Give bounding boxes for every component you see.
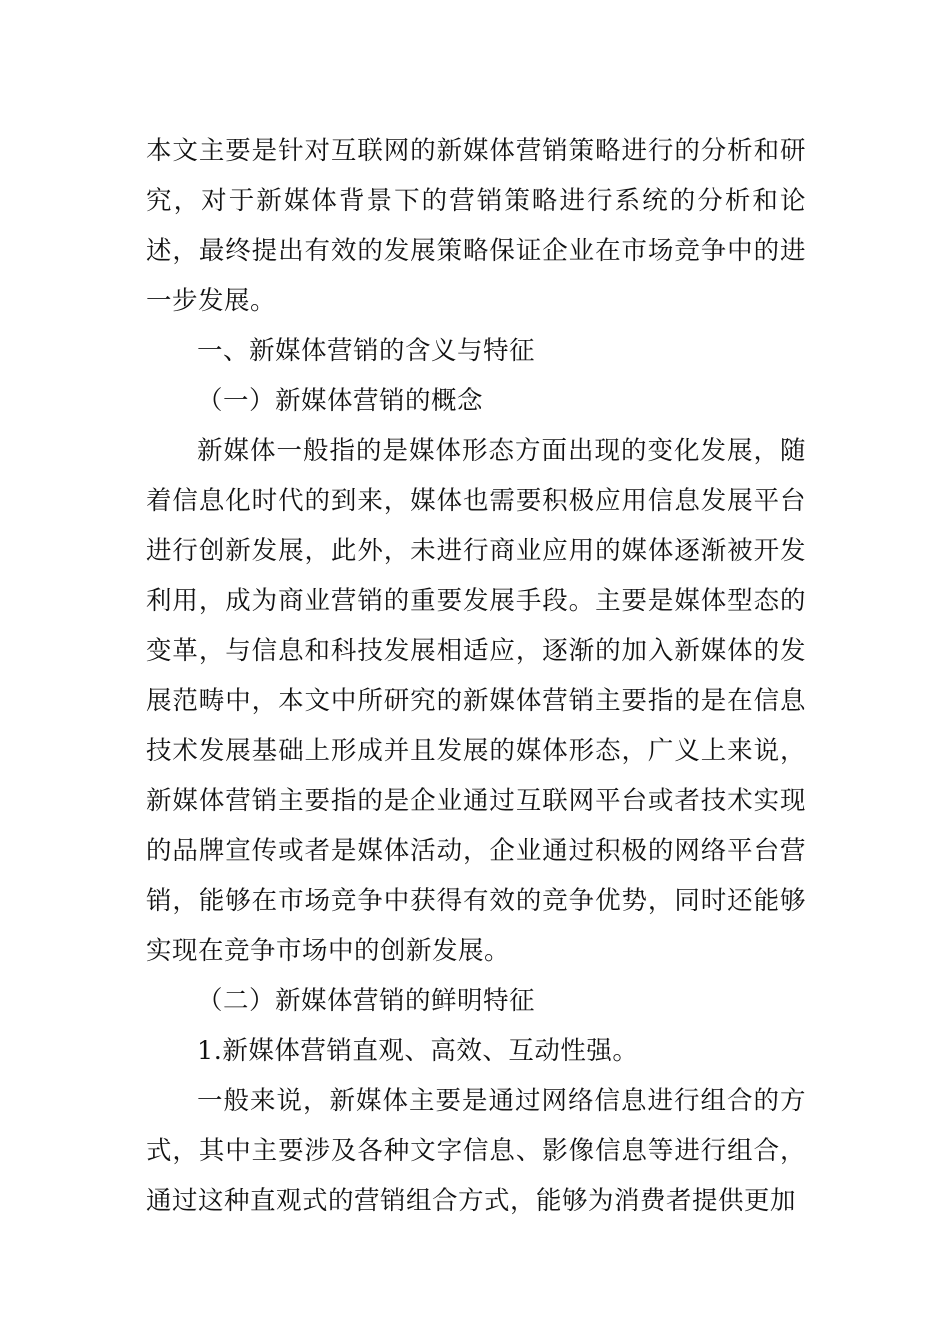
intro-paragraph: 本文主要是针对互联网的新媒体营销策略进行的分析和研究，对于新媒体背景下的营销策略进行系统的分析和论述，最终提出有效的发展策略保证企业在市场竞争中的进一步发展。: [146, 136, 806, 316]
document-page: [146, 126, 806, 1226]
concept-paragraph: 新媒体一般指的是媒体形态方面出现的变化发展，随着信息化时代的到来，媒体也需要积极应用信息发展平台进行创新发展，此外，未进行商业应用的媒体逐渐被开发利用，成为商业营销的重要发展手段。主要是媒体型态的变革，与信息和科技发展相适应，逐渐的加入新媒体的发展范畴中，本文中所研究的新媒体营销主要指的是在信息技术发展基础上形成并且发展的媒体形态，广义上来说，新媒体营销主要指的是企业通过互联网平台或者技术实现的品牌宣传或者是媒体活动，企业通过积极的网络平台营销，能够在市场竞争中获得有效的竞争优势，同时还能够实现在竞争市场中的创新发展。: [146, 436, 806, 966]
section-heading-1: 一、新媒体营销的含义与特征: [197, 336, 536, 366]
subsection-heading-2: （二）新媒体营销的鲜明特征: [197, 986, 536, 1016]
point-heading-1: 1.新媒体营销直观、高效、互动性强。: [197, 1036, 639, 1066]
subsection-heading-1: （一）新媒体营销的概念: [197, 386, 484, 416]
feature-paragraph: 一般来说，新媒体主要是通过网络信息进行组合的方式，其中主要涉及各种文字信息、影像信息等进行组合，通过这种直观式的营销组合方式，能够为消费者提供更加: [146, 1086, 806, 1216]
